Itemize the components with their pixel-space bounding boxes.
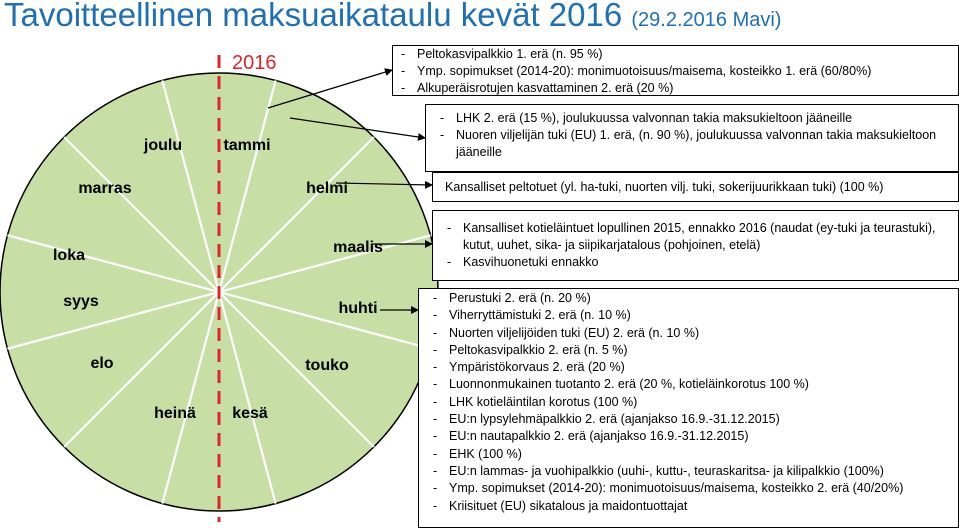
month-label-9: syys [63,293,99,310]
month-label-11: marras [78,180,132,197]
list-item: - EHK (100 %) [431,446,958,463]
info-box-jan-early [392,45,959,96]
title-date: (29.2.2016 Mavi) [631,9,782,31]
month-label-1: tammi [223,137,271,154]
info-box-march [432,210,959,281]
list-item: - Kansalliset kotieläintuet lopullinen 2015, ennakko 2016 (naudat (ey-tuki ja teurastuki), kutut, uuhet, sika- ja siipikarjatalous (pohjoinen, etelä) [445,220,958,254]
info-box-jan-late [425,104,959,172]
list-item: - Luonnonmukainen tuotanto 2. erä (20 %, kotieläinkorotus 100 %) [431,376,958,393]
month-label-3: maalis [333,239,383,256]
list-item: - LHK 2. erä (15 %), joulukuussa valvonnan takia maksukieltoon jääneille [438,110,958,127]
month-label-10: loka [52,247,86,264]
list-item: - LHK kotieläintilan korotus (100 %) [431,394,958,411]
list-item: - Kriisituet (EU) sikatalous ja maidontuottajat [431,498,958,515]
info-box-february [432,172,959,202]
list-item: - Kasvihuonetuki ennakko [445,254,958,271]
list-item: - Peltokasvipalkkio 2. erä (n. 5 %) [431,342,958,359]
month-label-8: elo [90,355,114,372]
month-label-6: kesä [232,405,268,422]
box-text: Kansalliset peltotuet (yl. ha-tuki, nuorten vilj. tuki, sokerijuurikkaan tuki) (100 %) [445,180,884,194]
info-box-april [418,288,959,528]
list-item: - EU:n lypsylehmäpalkkio 2. erä (ajanjakso 16.9.-31.12.2015) [431,411,958,428]
list-item: - EU:n lammas- ja vuohipalkkio (uuhi-, kuttu-, teuraskaritsa- ja kilipalkkio (100%) [431,463,958,480]
list-item: - Ymp. sopimukset (2014-20): monimuotoisuus/maisema, kosteikko 2. erä (40/20%) [431,480,958,497]
list-item: - Peltokasvipalkkio 1. erä (n. 95 %) [399,46,958,63]
month-label-2: helmi [306,180,348,197]
month-label-5: touko [305,357,349,374]
list-item: - Perustuki 2. erä (n. 20 %) [431,290,958,307]
list-item: - Ymp. sopimukset (2014-20): monimuotoisuus/maisema, kosteikko 1. erä (60/80%) [399,63,958,80]
list-item: - EU:n nautapalkkio 2. erä (ajanjakso 16.9.-31.12.2015) [431,428,958,445]
month-label-7: heinä [154,405,196,422]
year-label: 2016 [232,52,277,74]
title-main: Tavoitteellinen maksuaikataulu kevät 2016 [4,0,623,33]
list-item: - Viherryttämistuki 2. erä (n. 10 %) [431,307,958,324]
list-item: - Nuorten viljelijöiden tuki (EU) 2. erä (n. 10 %) [431,325,958,342]
month-label-4: huhti [338,300,378,317]
list-item: - Ympäristökorvaus 2. erä (20 %) [431,359,958,376]
list-item: - Alkuperäisrotujen kasvattaminen 2. erä (20 %) [399,80,958,97]
list-item: - Nuoren viljelijän tuki (EU) 1. erä, (n. 90 %), joulukuussa valvonnan takia maksukieltoon jääneille [438,127,958,161]
month-label-0: joulu [143,137,183,154]
